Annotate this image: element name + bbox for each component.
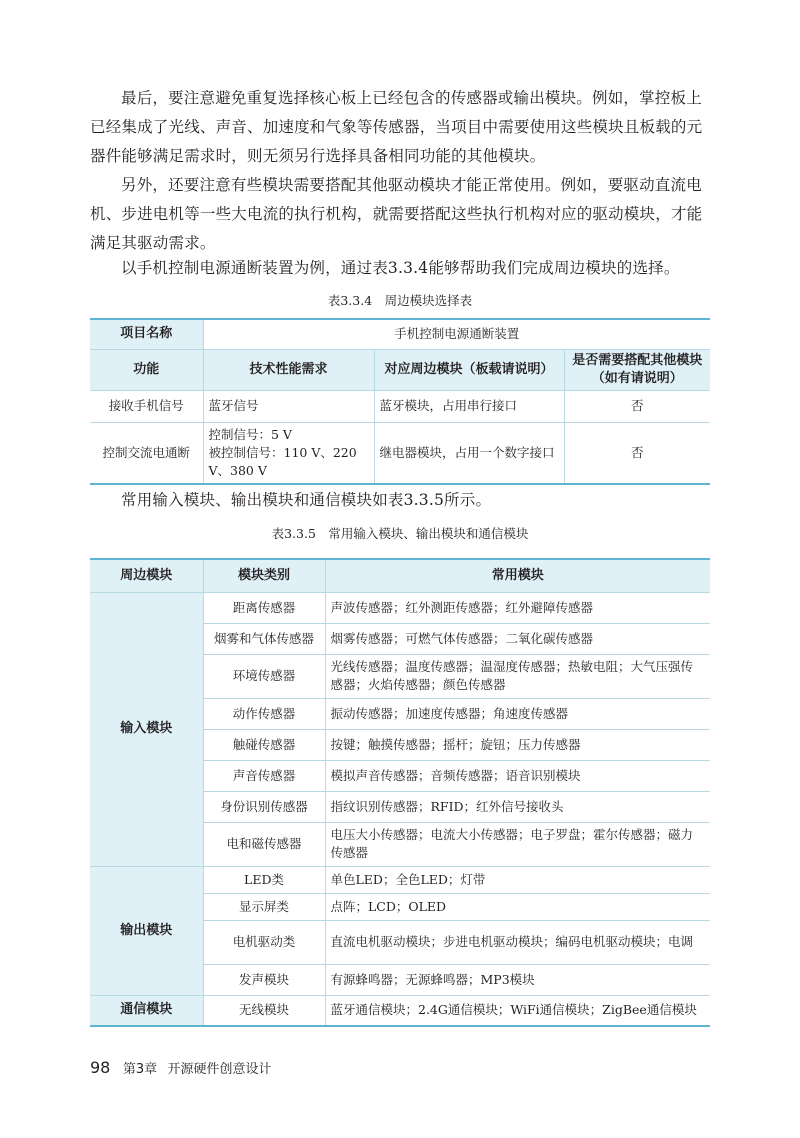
cell: 否 — [564, 422, 710, 484]
cell: 蓝牙模块，占用串行接口 — [374, 390, 564, 422]
paragraph-2: 另外，还要注意有些模块需要搭配其他驱动模块才能正常使用。例如，要驱动直流电机、步进电机等一些大电流的执行机构，就需要搭配这些执行机构对应的驱动模块，才能满足其驱动需求。 — [90, 176, 703, 252]
col-header-common: 常用模块 — [325, 559, 710, 592]
paragraph-4: 常用输入模块、输出模块和通信模块如表3.3.5所示。 — [121, 491, 492, 509]
cell: 电和磁传感器 — [203, 822, 325, 866]
cell: 声音传感器 — [203, 760, 325, 791]
page-footer — [90, 1058, 272, 1077]
cell: LED类 — [203, 866, 325, 893]
table-row — [90, 995, 710, 1026]
cell: 单色LED；全色LED；灯带 — [325, 866, 710, 893]
cell: 直流电机驱动模块；步进电机驱动模块；编码电机驱动模块；电调 — [325, 920, 710, 964]
table-row — [90, 592, 710, 623]
cell: 按键；触摸传感器；摇杆；旋钮；压力传感器 — [325, 729, 710, 760]
cell: 烟雾传感器；可燃气体传感器；二氧化碳传感器 — [325, 623, 710, 654]
col-header-requirement: 技术性能需求 — [203, 349, 374, 390]
paragraph-1: 最后，要注意避免重复选择核心板上已经包含的传感器或输出模块。例如，掌控板上已经集成了光线、声音、加速度和气象等传感器，当项目中需要使用这些模块且板载的元器件能够满足需求时，则无须另行选择具备相同功能的其他模块。 — [90, 89, 703, 165]
col-header-function: 功能 — [90, 349, 203, 390]
cell: 电机驱动类 — [203, 920, 325, 964]
cell: 声波传感器；红外测距传感器；红外避障传感器 — [325, 592, 710, 623]
cell: 发声模块 — [203, 964, 325, 995]
col-header-peripheral: 周边模块 — [90, 559, 203, 592]
project-name-label: 项目名称 — [90, 319, 203, 349]
table2-caption: 表3.3.5 常用输入模块、输出模块和通信模块 — [271, 526, 529, 541]
table-row — [90, 866, 710, 893]
col-header-extra: 是否需要搭配其他模块（如有请说明） — [564, 349, 710, 390]
cell: 环境传感器 — [203, 654, 325, 698]
cell: 烟雾和气体传感器 — [203, 623, 325, 654]
chapter-title: 开源硬件创意设计 — [167, 1062, 272, 1077]
cell: 距离传感器 — [203, 592, 325, 623]
cell: 继电器模块，占用一个数字接口 — [374, 422, 564, 484]
table1-caption: 表3.3.4 周边模块选择表 — [327, 293, 473, 308]
cell: 无线模块 — [203, 995, 325, 1026]
cell: 振动传感器；加速度传感器；角速度传感器 — [325, 698, 710, 729]
page-number: 98 — [90, 1058, 111, 1077]
cell: 有源蜂鸣器；无源蜂鸣器；MP3模块 — [325, 964, 710, 995]
cell: 蓝牙信号 — [203, 390, 374, 422]
table-row — [90, 390, 710, 422]
common-modules-table — [90, 558, 710, 1027]
table-row — [90, 422, 710, 484]
cell: 光线传感器；温度传感器；温湿度传感器；热敏电阻；大气压强传感器；火焰传感器；颜色传感器 — [325, 654, 710, 698]
cell: 显示屏类 — [203, 893, 325, 920]
paragraph-3: 以手机控制电源通断装置为例，通过表3.3.4能够帮助我们完成周边模块的选择。 — [121, 259, 680, 277]
col-header-module: 对应周边模块（板载请说明） — [374, 349, 564, 390]
cell: 身份识别传感器 — [203, 791, 325, 822]
cell: 点阵；LCD；OLED — [325, 893, 710, 920]
group-output: 输出模块 — [90, 866, 203, 995]
module-selection-table — [90, 318, 710, 485]
cell: 触碰传感器 — [203, 729, 325, 760]
col-header-category: 模块类别 — [203, 559, 325, 592]
cell: 指纹识别传感器；RFID；红外信号接收头 — [325, 791, 710, 822]
cell: 动作传感器 — [203, 698, 325, 729]
cell: 控制信号：5 V 被控制信号：110 V、220 V、380 V — [203, 422, 374, 484]
chapter-label: 第3章 — [122, 1062, 158, 1077]
cell: 接收手机信号 — [90, 390, 203, 422]
group-comm: 通信模块 — [90, 995, 203, 1026]
cell: 模拟声音传感器；音频传感器；语音识别模块 — [325, 760, 710, 791]
cell: 否 — [564, 390, 710, 422]
cell: 蓝牙通信模块；2.4G通信模块；WiFi通信模块；ZigBee通信模块 — [325, 995, 710, 1026]
group-input: 输入模块 — [90, 592, 203, 866]
project-name-value: 手机控制电源通断装置 — [203, 319, 710, 349]
cell: 控制交流电通断 — [90, 422, 203, 484]
cell: 电压大小传感器；电流大小传感器；电子罗盘；霍尔传感器；磁力传感器 — [325, 822, 710, 866]
